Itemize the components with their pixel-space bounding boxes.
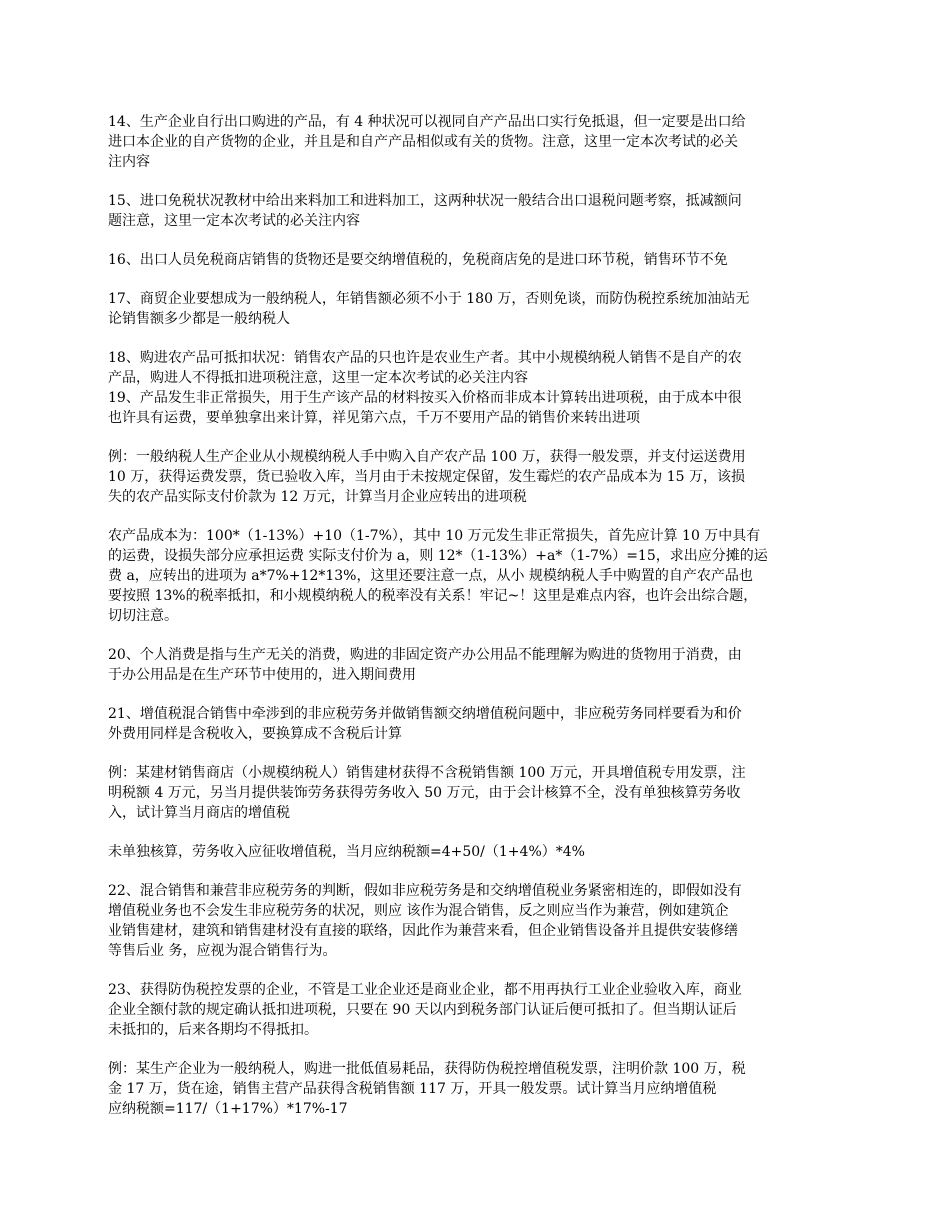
text-line: 20、个人消费是指与生产无关的消费，购进的非固定资产办公用品不能理解为购进的货物用于消费，由	[108, 647, 742, 663]
text-line: 入，试计算当月商店的增值税	[108, 805, 290, 821]
text-line: 等售后业 务，应视为混合销售行为。	[108, 943, 337, 959]
paragraph-20	[108, 645, 850, 685]
text-line: 增值税业务也不会发生非应税劳务的状况，则应 该作为混合销售，反之则应当作为兼营，例如建筑企	[108, 903, 729, 919]
text-line: 16、出口人员免税商店销售的货物还是要交纳增值税的，免税商店免的是进口环节税，销售环节不免	[108, 252, 728, 268]
text-line: 例：一般纳税人生产企业从小规模纳税人手中购入自产农产品 100 万，获得一般发票，并支付运送费用	[108, 449, 746, 465]
text-line: 23、获得防伪税控发票的企业，不管是工业企业还是商业企业，都不用再执行工业企业验收入库，商业	[108, 982, 742, 998]
text-line: 农产品成本为：100*（1-13%）+10（1-7%），其中 10 万元发生非正常损失，首先应计算 10 万中具有	[108, 528, 761, 544]
text-line: 企业全额付款的规定确认抵扣进项税，只要在 90 天以内到税务部门认证后便可抵扣了。但当期认证后	[108, 1002, 737, 1018]
text-line: 费 a，应转出的进项为 a*7%+12*13%，这里还要注意一点，从小 规模纳税人手中购置的自产农产品也	[108, 568, 753, 584]
text-line: 应纳税额=117/（1+17%）*17%-17	[108, 1101, 348, 1117]
example-paragraph	[108, 763, 850, 823]
paragraph-23	[108, 980, 850, 1040]
paragraph-19	[108, 388, 850, 428]
text-line: 未单独核算，劳务收入应征收增值税，当月应纳税额=4+50/（1+4%）*4%	[108, 844, 585, 860]
paragraph-21	[108, 704, 850, 744]
paragraph-18	[108, 348, 850, 388]
text-line: 17、商贸企业要想成为一般纳税人，年销售额必须不小于 180 万，否则免谈，而防伪税控系统加油站无	[108, 291, 750, 307]
text-line: 切切注意。	[108, 608, 178, 624]
text-line: 19、产品发生非正常损失，用于生产该产品的材料按买入价格而非成本计算转出进项税，由于成本中很	[108, 390, 742, 406]
text-line: 15、进口免税状况教材中给出来料加工和进料加工，这两种状况一般结合出口退税问题考察，抵减额问	[108, 193, 742, 209]
solution-paragraph	[108, 526, 850, 626]
text-line: 金 17 万，货在途，销售主营产品获得含税销售额 117 万，开具一般发票。试计算当月应纳增值税	[108, 1081, 717, 1097]
text-line: 题注意，这里一定本次考试的必关注内容	[108, 213, 360, 229]
paragraph-17	[108, 289, 850, 329]
text-line: 未抵扣的，后来各期均不得抵扣。	[108, 1022, 318, 1038]
text-line: 注内容	[108, 154, 150, 170]
document-body	[108, 112, 850, 1138]
text-line: 21、增值税混合销售中牵涉到的非应税劳务并做销售额交纳增值税问题中，非应税劳务同样要看为和价	[108, 706, 742, 722]
text-line: 的运费，设损失部分应承担运费 实际支付价为 a，则 12*（1-13%）+a*（1-7%）=15，求出应分摊的运	[108, 548, 768, 564]
text-line: 明税额 4 万元，另当月提供装饰劳务获得劳务收入 50 万元，由于会计核算不全，没有单独核算劳务收	[108, 785, 741, 801]
text-line: 要按照 13%的税率抵扣，和小规模纳税人的税率没有关系！牢记~！这里是难点内容，也许会出综合题，	[108, 588, 758, 604]
paragraph-15	[108, 191, 850, 231]
text-line: 也许具有运费，要单独拿出来计算，祥见第六点，千万不要用产品的销售价来转出进项	[108, 410, 640, 426]
example-paragraph	[108, 447, 850, 507]
text-line: 外费用同样是含税收入，要换算成不含税后计算	[108, 726, 402, 742]
text-line: 产品，购进人不得抵扣进项税注意，这里一定本次考试的必关注内容	[108, 370, 528, 386]
text-line: 例：某建材销售商店（小规模纳税人）销售建材获得不含税销售额 100 万元，开具增值税专用发票，注	[108, 765, 746, 781]
paragraph-22	[108, 881, 850, 961]
paragraph-16	[108, 250, 850, 270]
example-paragraph	[108, 1059, 850, 1119]
solution-paragraph	[108, 842, 850, 862]
text-line: 14、生产企业自行出口购进的产品，有 4 种状况可以视同自产产品出口实行免抵退，但一定要是出口给	[108, 114, 746, 130]
paragraph-14	[108, 112, 850, 172]
text-line: 论销售额多少都是一般纳税人	[108, 311, 290, 327]
text-line: 例：某生产企业为一般纳税人，购进一批低值易耗品，获得防伪税控增值税发票，注明价款 100 万，税	[108, 1061, 746, 1077]
text-line: 失的农产品实际支付价款为 12 万元，计算当月企业应转出的进项税	[108, 489, 527, 505]
text-line: 业销售建材，建筑和销售建材没有直接的联络，因此作为兼营来看，但企业销售设备并且提供安装修缮	[108, 923, 738, 939]
text-line: 10 万，获得运费发票，货已验收入库，当月由于未按规定保留，发生霉烂的农产品成本为 15 万，该损	[108, 469, 745, 485]
text-line: 于办公用品是在生产环节中使用的，进入期间费用	[108, 667, 416, 683]
text-line: 18、购进农产品可抵扣状况：销售农产品的只也许是农业生产者。其中小规模纳税人销售不是自产的农	[108, 350, 742, 366]
text-line: 22、混合销售和兼营非应税劳务的判断，假如非应税劳务是和交纳增值税业务紧密相连的，即假如没有	[108, 883, 742, 899]
text-line: 进口本企业的自产货物的企业，并且是和自产产品相似或有关的货物。注意，这里一定本次考试的必关	[108, 134, 738, 150]
